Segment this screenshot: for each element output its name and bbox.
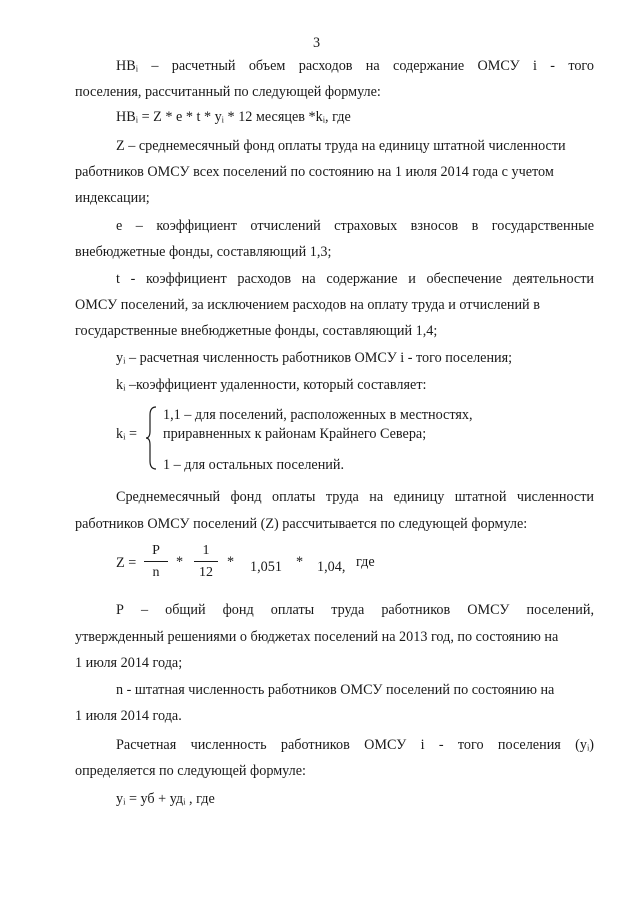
fraction-denominator: n bbox=[152, 565, 160, 580]
paragraph-line: kᵢ –коэффициент удаленности, который составляет: bbox=[116, 377, 427, 393]
case-line: 1 – для остальных поселений. bbox=[163, 457, 345, 473]
fraction-bar bbox=[194, 561, 218, 562]
fraction-numerator: 1 bbox=[202, 543, 210, 558]
paragraph-line: определяется по следующей формуле: bbox=[75, 763, 306, 779]
fraction-bar bbox=[144, 561, 168, 562]
paragraph-line: t - коэффициент расходов на содержание и обеспечение деятельности bbox=[116, 271, 594, 287]
formula-operator: * bbox=[296, 554, 304, 570]
formula-y: yᵢ = уб + удᵢ , где bbox=[116, 791, 215, 807]
paragraph-line: поселения, рассчитанный по следующей формуле: bbox=[75, 84, 381, 100]
formula-where: где bbox=[356, 554, 375, 570]
paragraph-line: Среднемесячный фонд оплаты труда на единицу штатной численности bbox=[116, 489, 594, 505]
paragraph-line: государственные внебюджетные фонды, составляющий 1,4; bbox=[75, 323, 438, 339]
paragraph-line: работников ОМСУ поселений (Z) рассчитывается по следующей формуле: bbox=[75, 516, 528, 532]
paragraph-line: утвержденный решениями о бюджетах поселений на 2013 год, по состоянию на bbox=[75, 629, 559, 645]
paragraph-line: 1 июля 2014 года. bbox=[75, 708, 182, 724]
paragraph-line: ОМСУ поселений, за исключением расходов на оплату труда и отчислений в bbox=[75, 297, 540, 313]
formula-operator: * bbox=[227, 554, 235, 570]
page-number: 3 bbox=[313, 35, 321, 51]
paragraph-line: yᵢ – расчетная численность работников ОМСУ i - того поселения; bbox=[116, 350, 513, 366]
paragraph-line: работников ОМСУ всех поселений по состоянию на 1 июля 2014 года с учетом bbox=[75, 164, 554, 180]
paragraph-line: Z – среднемесячный фонд оплаты труда на единицу штатной численности bbox=[116, 138, 566, 154]
paragraph-line: 1 июля 2014 года; bbox=[75, 655, 183, 671]
formula-lhs: Z = bbox=[116, 555, 137, 571]
formula-constant: 1,04, bbox=[317, 559, 346, 575]
left-brace-icon bbox=[145, 405, 159, 471]
case-line: 1,1 – для поселений, расположенных в местностях, bbox=[163, 407, 473, 423]
paragraph-line: НВᵢ – расчетный объем расходов на содержание ОМСУ i - того bbox=[116, 58, 594, 74]
paragraph-line: Расчетная численность работников ОМСУ i - того поселения (yᵢ) bbox=[116, 737, 594, 753]
paragraph-line: е – коэффициент отчислений страховых взносов в государственные bbox=[116, 218, 594, 234]
paragraph-line: n - штатная численность работников ОМСУ поселений по состоянию на bbox=[116, 682, 555, 698]
paragraph-line: внебюджетные фонды, составляющий 1,3; bbox=[75, 244, 332, 260]
formula-operator: * bbox=[176, 554, 184, 570]
fraction-denominator: 12 bbox=[199, 565, 213, 580]
formula-constant: 1,051 bbox=[250, 559, 282, 575]
paragraph-line: Р – общий фонд оплаты труда работников ОМСУ поселений, bbox=[116, 602, 594, 618]
ki-label: kᵢ = bbox=[116, 426, 137, 442]
formula-hb: НВᵢ = Z * e * t * yᵢ * 12 месяцев *kᵢ, где bbox=[116, 109, 351, 125]
fraction-numerator: P bbox=[152, 543, 160, 558]
case-line: приравненных к районам Крайнего Севера; bbox=[163, 426, 427, 442]
paragraph-line: индексации; bbox=[75, 190, 150, 206]
